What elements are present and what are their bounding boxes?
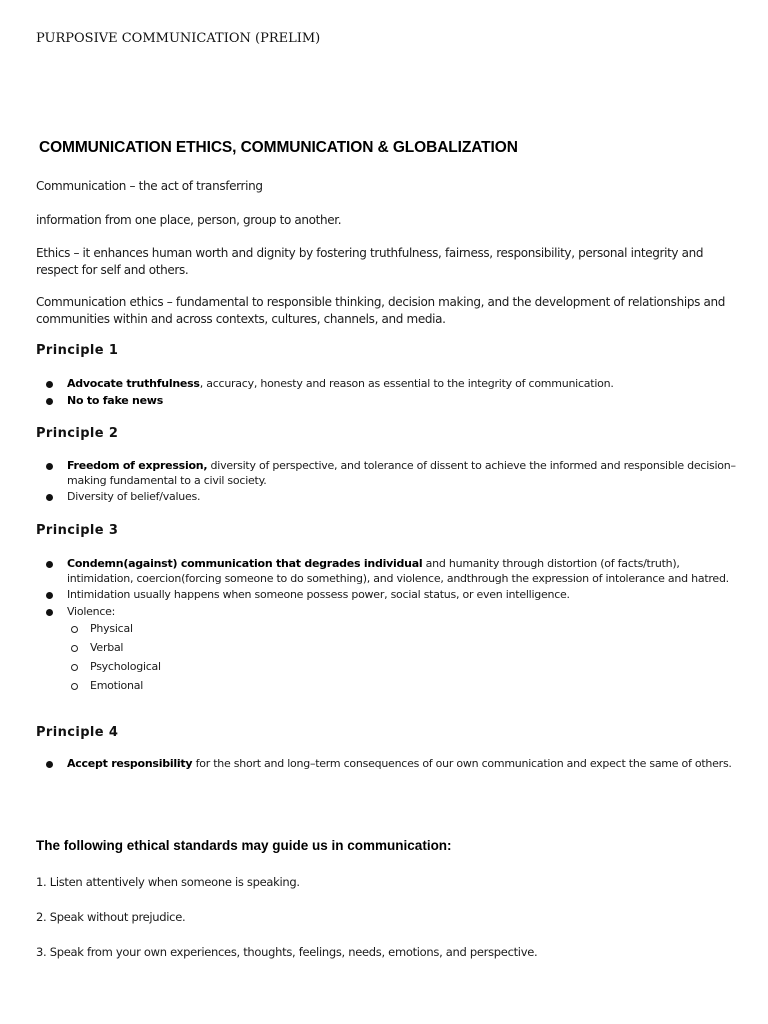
- list-item-text: Violence:: [67, 604, 116, 618]
- sub-list-item: [67, 660, 736, 675]
- communication-definition-line-2: information from one place, person, group to another.: [36, 213, 342, 227]
- bullet-icon: [46, 463, 53, 470]
- ethical-standard-item: 1. Listen attentively when someone is speaking.: [36, 875, 300, 889]
- list-item-bold: No to fake news: [67, 393, 164, 407]
- list-item: [46, 490, 736, 505]
- bullet-icon: [46, 494, 53, 501]
- list-item-text: diversity of perspective, and tolerance of dissent to achieve the informed and responsible decision–making fundamental to a civil society.: [67, 459, 736, 487]
- list-item: [46, 605, 736, 695]
- list-item: [46, 588, 736, 603]
- list-item-text: , accuracy, honesty and reason as essential to the integrity of communication.: [199, 377, 614, 390]
- violence-types-list: [67, 622, 736, 694]
- principle-3-list: [46, 557, 736, 698]
- communication-ethics-definition: Communication ethics – fundamental to responsible thinking, decision making, and the development of relationships and communities within and across contexts, cultures, channels, and media.: [36, 295, 725, 326]
- hollow-bullet-icon: [71, 664, 78, 671]
- list-item-bold: Condemn(against) communication that degrades individual: [67, 557, 423, 570]
- list-item-bold: Accept responsibility: [67, 757, 193, 770]
- bullet-icon: [46, 561, 53, 568]
- list-item: [46, 459, 736, 488]
- section-title: COMMUNICATION ETHICS, COMMUNICATION & GLOBALIZATION: [39, 139, 518, 156]
- principle-1-heading: Principle 1: [36, 343, 119, 358]
- principle-4-list: [46, 757, 736, 774]
- document-header: PURPOSIVE COMMUNICATION (PRELIM): [36, 31, 321, 46]
- communication-definition-line-1: Communication – the act of transferring: [36, 179, 263, 193]
- ethics-definition: Ethics – it enhances human worth and dignity by fostering truthfulness, fairness, responsibility, personal integrity and respect for self and others.: [36, 246, 704, 277]
- list-item: [46, 557, 736, 586]
- ethical-standard-item: 2. Speak without prejudice.: [36, 910, 186, 924]
- principle-3-heading: Principle 3: [36, 523, 119, 538]
- hollow-bullet-icon: [71, 683, 78, 690]
- sub-list-item-text: Emotional: [90, 679, 144, 692]
- ethical-standard-item: 3. Speak from your own experiences, thoughts, feelings, needs, emotions, and perspective.: [36, 945, 538, 959]
- list-item: [46, 394, 736, 409]
- sub-list-item: [67, 622, 736, 637]
- principle-2-heading: Principle 2: [36, 426, 119, 441]
- list-item: [46, 757, 736, 772]
- hollow-bullet-icon: [71, 626, 78, 633]
- sub-list-item-text: Verbal: [90, 641, 124, 654]
- principle-4-heading: Principle 4: [36, 725, 119, 740]
- sub-list-item: [67, 679, 736, 694]
- sub-list-item-text: Physical: [90, 622, 133, 635]
- list-item-bold: Freedom of expression,: [67, 459, 208, 472]
- bullet-icon: [46, 761, 53, 768]
- bullet-icon: [46, 609, 53, 616]
- list-item-text: and humanity through distortion (of facts/truth), intimidation, coercion(forcing someone to do something), and violence, andthrough the expression of intolerance and hatred.: [67, 557, 729, 585]
- bullet-icon: [46, 381, 53, 388]
- sub-list-item-text: Psychological: [90, 660, 161, 673]
- principle-2-list: [46, 459, 736, 507]
- hollow-bullet-icon: [71, 645, 78, 652]
- principle-1-list: [46, 377, 736, 410]
- ethical-standards-heading: The following ethical standards may guide us in communication:: [36, 838, 452, 853]
- list-item-text: for the short and long–term consequences of our own communication and expect the same of others.: [192, 757, 732, 770]
- bullet-icon: [46, 398, 53, 405]
- list-item-bold: Advocate truthfulness: [67, 377, 200, 390]
- list-item: [46, 377, 736, 392]
- bullet-icon: [46, 592, 53, 599]
- list-item-text: Intimidation usually happens when someone possess power, social status, or even intelligence.: [67, 588, 570, 601]
- list-item-text: Diversity of belief/values.: [67, 490, 201, 503]
- sub-list-item: [67, 641, 736, 656]
